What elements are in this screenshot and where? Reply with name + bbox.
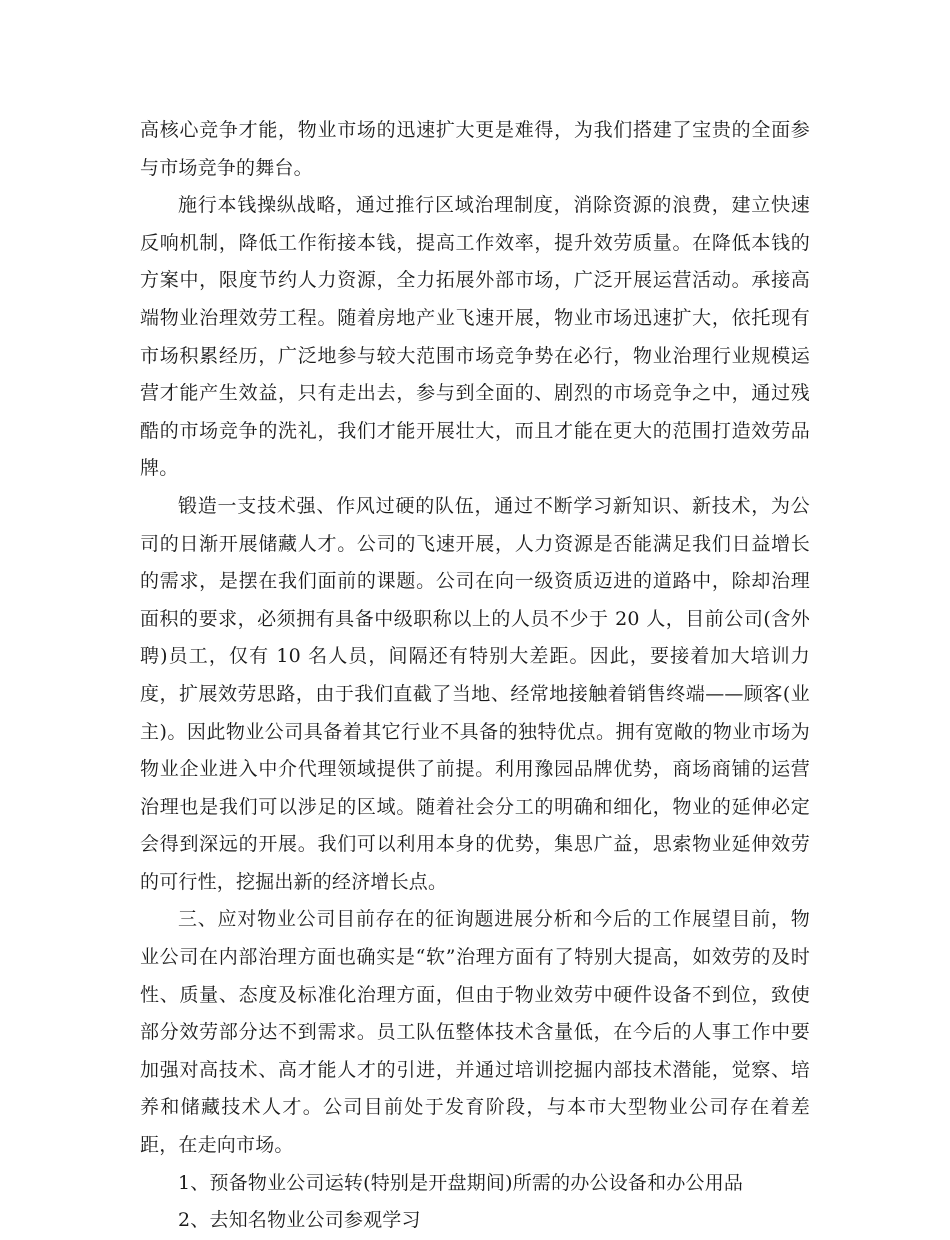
paragraph-problems-outlook: 三、应对物业公司目前存在的征询题进展分析和今后的工作展望目前，物业公司在内部治理方面也确实是“软”治理方面有了特别大提高，如效劳的及时性、质量、态度及标准化治理方面，但由于物业效劳中硬件设备不到位，致使部分效劳部分达不到需求。员工队伍整体技术含量低，在今后的人事工作中要加强对高技术、高才能人才的引进，并通过培训挖掘内部技术潜能，觉察、培养和储藏技术人才。公司目前处于发育阶段，与本市大型物业公司存在着差距，在走向市场。 [140,908,810,1157]
list-item-2: 2、去知名物业公司参观学习 [178,1209,421,1232]
paragraph-cost-control: 施行本钱操纵战略，通过推行区域治理制度，消除资源的浪费，建立快速反响机制，降低工作衔接本钱，提高工作效率，提升效劳质量。在降低本钱的方案中，限度节约人力资源，全力拓展外部市场，广泛开展运营活动。承接高端物业治理效劳工程。随着房地产业飞速开展，物业市场迅速扩大，依托现有市场积累经历，广泛地参与较大范围市场竞争势在必行，物业治理行业规模运营才能产生效益，只有走出去，参与到全面的、剧烈的市场竞争之中，通过残酷的市场竞争的洗礼，我们才能开展壮大，而且才能在更大的范围打造效劳品牌。 [140,194,810,480]
paragraph-team-building: 锻造一支技术强、作风过硬的队伍，通过不断学习新知识、新技术，为公司的日渐开展储藏人才。公司的飞速开展，人力资源是否能满足我们日益增长的需求，是摆在我们面前的课题。公司在向一级资质迈进的道路中，除却治理面积的要求，必须拥有具备中级职称以上的人员不少于 20 人，目前公司(含外聘)员工，仅有 10 名人员，间隔还有特别大差距。因此，要接着加大培训力度，扩展效劳思路，由于我们直截了当地、经常地接触着销售终端——顾客(业主)。因此物业公司具备着其它行业不具备的独特优点。拥有宽敞的物业市场为物业企业进入中介代理领域提供了前提。利用豫园品牌优势，商场商铺的运营治理也是我们可以涉足的区域。随着社会分工的明确和细化，物业的延伸必定会得到深远的开展。我们可以利用本身的优势，集思广益，思索物业延伸效劳的可行性，挖掘出新的经济增长点。 [140,494,810,893]
paragraph-continuation: 高核心竞争才能，物业市场的迅速扩大更是难得，为我们搭建了宝贵的全面参与市场竞争的舞台。 [140,119,810,179]
list-item-1: 1、预备物业公司运转(特别是开盘期间)所需的办公设备和办公用品 [178,1171,744,1194]
